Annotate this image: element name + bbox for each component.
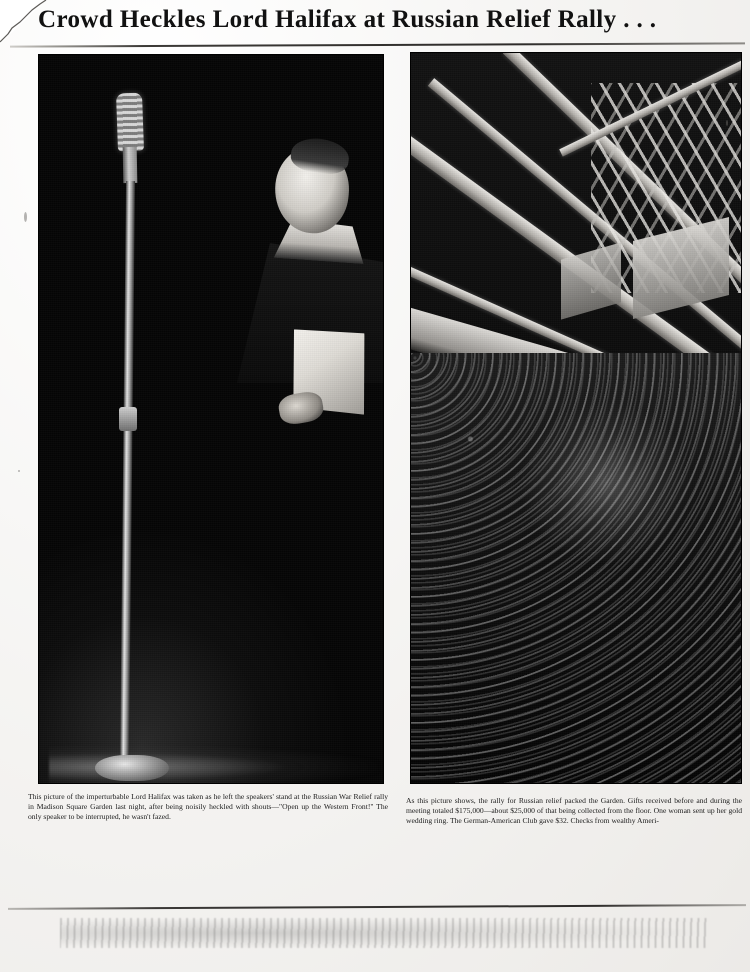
bottom-ink-smudge	[60, 918, 710, 948]
photo-row	[0, 50, 750, 785]
caption-right: As this picture shows, the rally for Russian relief packed the Garden. Gifts received before and during the meeting totaled $175,000—about $25,000 of that being collected from the floor. One woman sent up her gold wedding ring. The German-American Club gave $32. Checks from wealthy Ameri-	[406, 796, 742, 825]
caption-left: This picture of the imperturbable Lord Halifax was taken as he left the speakers' stand at the Russian War Relief rally in Madison Square Garden last night, after being noisily heckled with shouts—"Open up the Western Front!" The only speaker to be interrupted, he wasn't fazed.	[28, 792, 388, 821]
microphone-neck	[123, 147, 138, 183]
microphone-stand-base	[95, 755, 169, 781]
photo-right	[410, 52, 742, 784]
photo-left	[38, 54, 384, 784]
paper-speck	[726, 120, 728, 126]
paper-speck	[18, 470, 20, 472]
crowd-spotlight	[521, 403, 691, 563]
paper-speck	[24, 212, 27, 222]
microphone-stand-clamp	[119, 407, 137, 431]
page-title: Crowd Heckles Lord Halifax at Russian Relief Rally . . .	[38, 6, 657, 33]
microphone-icon	[116, 93, 144, 152]
